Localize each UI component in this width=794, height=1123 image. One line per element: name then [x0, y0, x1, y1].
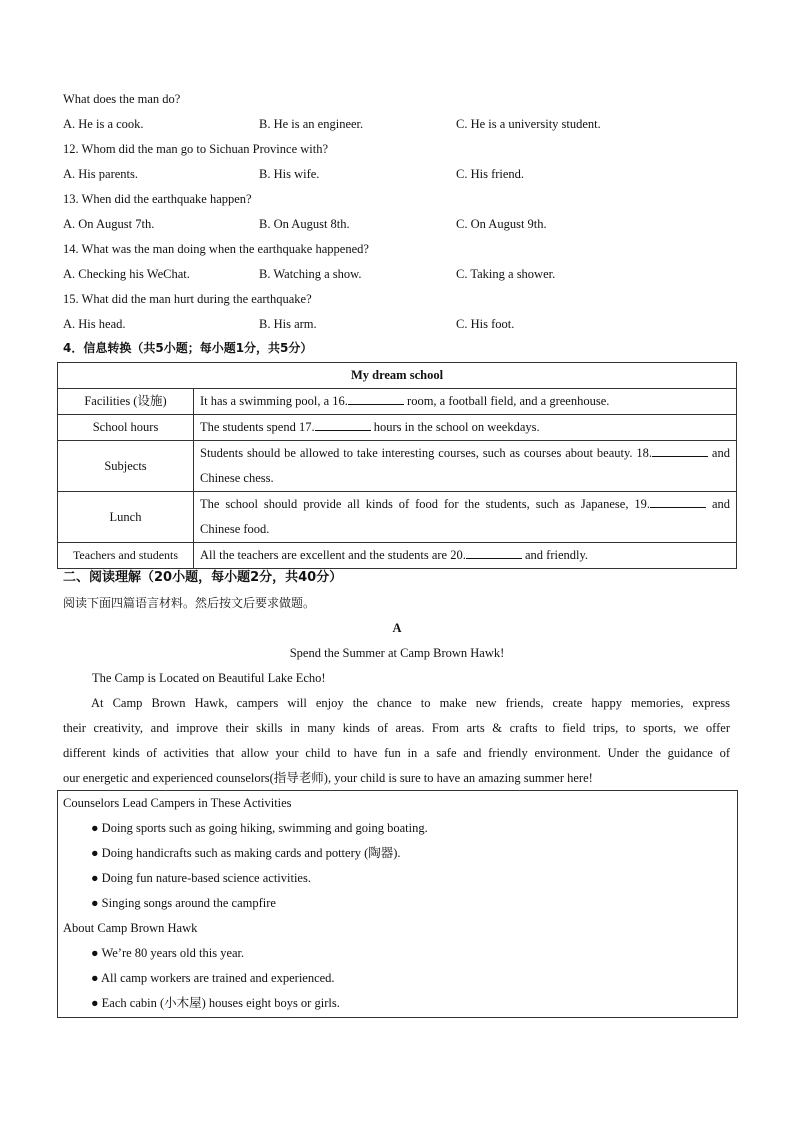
row-key: Subjects	[58, 441, 194, 492]
table-row	[58, 389, 737, 415]
paragraph-line: their creativity, and improve their skills in many kinds of areas. From arts & crafts to field trips, to sports, we offer	[63, 721, 730, 735]
dream-school-table	[57, 362, 737, 569]
list-item: ● Doing sports such as going hiking, swimming and going boating.	[91, 821, 428, 835]
option-a: A. His parents.	[63, 167, 138, 181]
question-text: 15. What did the man hurt during the earthquake?	[63, 292, 312, 306]
row-text: room, a football field, and a greenhouse.	[403, 394, 610, 408]
answer-blank[interactable]	[652, 444, 708, 457]
question-text: 13. When did the earthquake happen?	[63, 192, 252, 206]
answer-blank[interactable]	[466, 546, 522, 559]
passage-title: Spend the Summer at Camp Brown Hawk!	[289, 646, 505, 660]
list-item: ● We’re 80 years old this year.	[91, 946, 245, 960]
passage-subtitle: The Camp is Located on Beautiful Lake Echo!	[92, 671, 326, 685]
option-c: C. His foot.	[456, 317, 515, 331]
option-c: C. His friend.	[456, 167, 525, 181]
answer-blank[interactable]	[650, 495, 706, 508]
row-key: Facilities (设施)	[58, 389, 194, 415]
option-b: B. He is an engineer.	[259, 117, 364, 131]
option-a: A. Checking his WeChat.	[63, 267, 190, 281]
row-key: Teachers and students	[58, 543, 194, 569]
table-row	[58, 492, 737, 543]
list-item: ● Singing songs around the campfire	[91, 896, 276, 910]
passage-label: A	[392, 621, 402, 635]
reading-heading: 二、阅读理解（20小题，每小题2分，共40分）	[63, 570, 343, 585]
row-text: Students should be allowed to take interesting courses, such as courses about beauty. 18.	[200, 446, 653, 460]
option-c: C. Taking a shower.	[456, 267, 556, 281]
paragraph-line: different kinds of activities that allow your child to have fun in a safe and friendly environment. Under the guidance of	[63, 746, 730, 760]
list-item: ● Doing fun nature-based science activities.	[91, 871, 311, 885]
box-heading: Counselors Lead Campers in These Activities	[63, 796, 292, 810]
row-text: and friendly.	[521, 548, 589, 562]
question-text: 12. Whom did the man go to Sichuan Province with?	[63, 142, 329, 156]
option-a: A. He is a cook.	[63, 117, 144, 131]
row-text: and Chinese food.	[200, 497, 730, 536]
option-c: C. On August 9th.	[456, 217, 547, 231]
row-text: The school should provide all kinds of food for the students, such as Japanese, 19.	[200, 497, 651, 511]
list-item: ● Doing handicrafts such as making cards and pottery (陶器).	[91, 846, 401, 860]
list-item: ● All camp workers are trained and experienced.	[91, 971, 335, 985]
row-key: Lunch	[58, 492, 194, 543]
answer-blank[interactable]	[348, 392, 404, 405]
row-text: It has a swimming pool, a 16.	[200, 394, 348, 408]
option-c: C. He is a university student.	[456, 117, 601, 131]
reading-intro: 阅读下面四篇语言材料。然后按文后要求做题。	[63, 596, 316, 610]
table-row	[58, 441, 737, 492]
paragraph-line: At Camp Brown Hawk, campers will enjoy the chance to make new friends, create happy memories, express	[91, 696, 730, 710]
option-b: B. His arm.	[259, 317, 317, 331]
option-b: B. On August 8th.	[259, 217, 350, 231]
list-item: ● Each cabin (小木屋) houses eight boys or girls.	[91, 996, 340, 1010]
option-a: A. On August 7th.	[63, 217, 155, 231]
row-text: All the teachers are excellent and the students are 20.	[200, 548, 466, 562]
table-title: My dream school	[58, 363, 737, 389]
section4-heading: 4．信息转换（共5小题；每小题1分，共5分）	[63, 341, 313, 355]
option-a: A. His head.	[63, 317, 126, 331]
row-text: The students spend 17.	[200, 420, 315, 434]
question-text: 14. What was the man doing when the earthquake happened?	[63, 242, 369, 256]
table-row	[58, 543, 737, 569]
row-text: and Chinese chess.	[200, 446, 730, 485]
table-row	[58, 415, 737, 441]
question-text: What does the man do?	[63, 92, 181, 106]
option-b: B. Watching a show.	[259, 267, 362, 281]
box-heading: About Camp Brown Hawk	[63, 921, 198, 935]
option-b: B. His wife.	[259, 167, 320, 181]
row-text: hours in the school on weekdays.	[370, 420, 540, 434]
row-key: School hours	[58, 415, 194, 441]
answer-blank[interactable]	[315, 418, 371, 431]
paragraph-line: our energetic and experienced counselors(指导老师), your child is sure to have an amazing summer here!	[63, 771, 593, 785]
